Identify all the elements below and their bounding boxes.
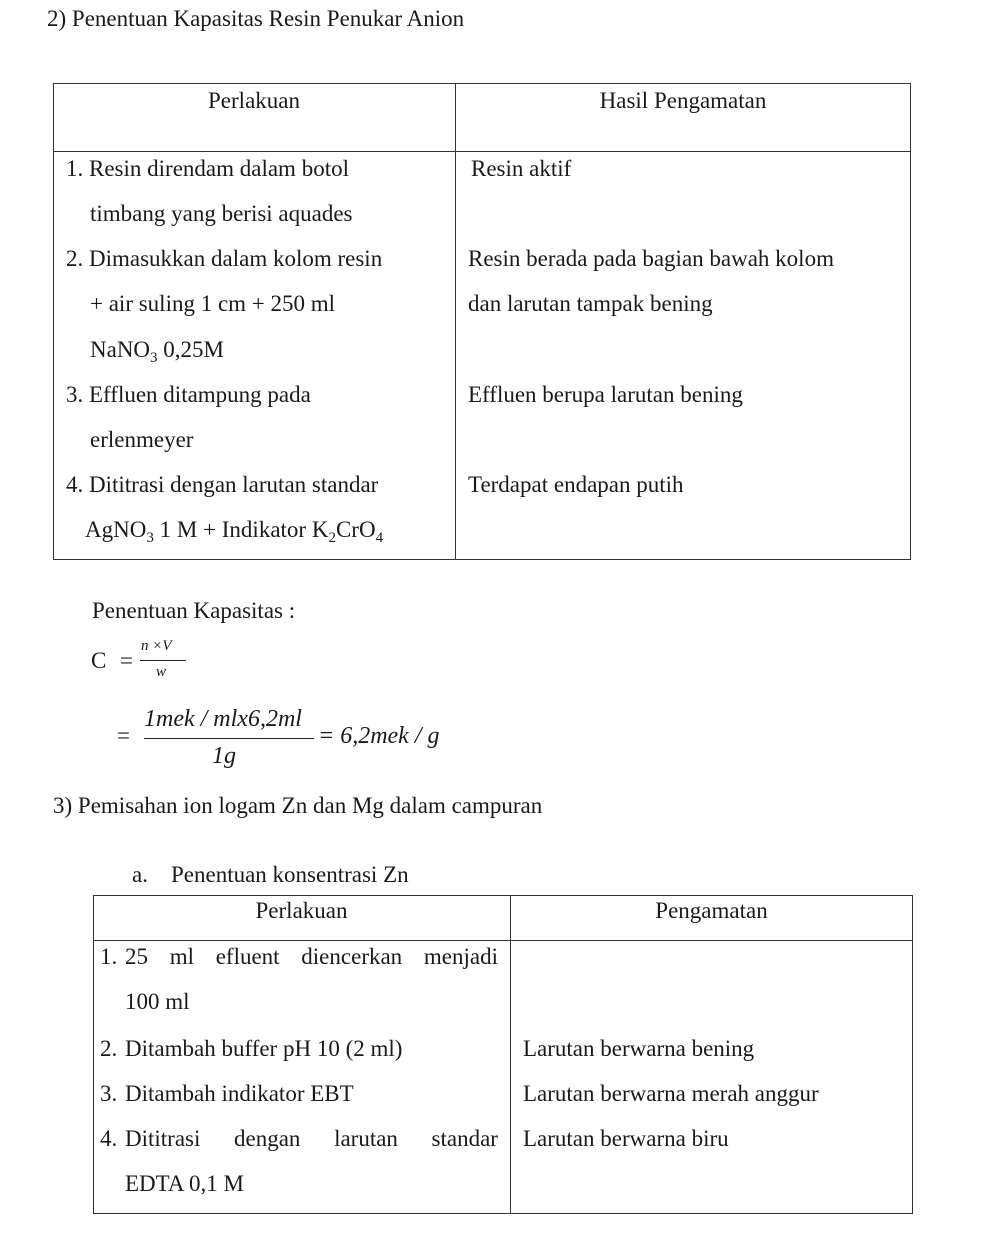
calc-fraction-bar: [144, 738, 314, 739]
table1-row3-perlakuan-line2: erlenmeyer: [90, 427, 194, 452]
table1-row2-perlakuan-line1: 2. Dimasukkan dalam kolom resin: [66, 246, 383, 271]
table1-row4-perlakuan-line1: 4. Dititrasi dengan larutan standar: [66, 472, 379, 497]
table2-row4-pengamatan: Larutan berwarna biru: [523, 1126, 729, 1151]
table2-row3-num: 3.: [100, 1081, 118, 1106]
capacity-label: Penentuan Kapasitas :: [92, 598, 296, 623]
table2-row2-pengamatan: Larutan berwarna bening: [523, 1036, 755, 1061]
table1-row3-hasil: Effluen berupa larutan bening: [468, 382, 743, 407]
table2-row4-num: 4.: [100, 1126, 118, 1151]
table1-row1-perlakuan-line2: timbang yang berisi aquades: [90, 201, 353, 226]
table1-header-hasil: Hasil Pengamatan: [599, 88, 767, 113]
subsection-a-title: Penentuan konsentrasi Zn: [171, 862, 409, 887]
table1-row1-perlakuan-line1: 1. Resin direndam dalam botol: [66, 156, 349, 181]
formula-fraction-bar: [140, 660, 186, 661]
section-2-title: 2) Penentuan Kapasitas Resin Penukar Anion: [47, 6, 465, 31]
table2-row2-perlakuan: Ditambah buffer pH 10 (2 ml): [125, 1036, 403, 1061]
table2-row1-perlakuan-line2: 100 ml: [125, 989, 190, 1014]
table1-row3-perlakuan-line1: 3. Effluen ditampung pada: [66, 382, 311, 407]
table2-row3-perlakuan: Ditambah indikator EBT: [125, 1081, 354, 1106]
calc-equals: =: [117, 723, 130, 748]
table1-row2-hasil-line2: dan larutan tampak bening: [468, 291, 713, 316]
table2-header-divider: [93, 940, 913, 941]
calc-result: = 6,2mek / g: [318, 723, 440, 749]
formula-numerator: n ×V: [141, 638, 172, 654]
table1-column-divider: [455, 83, 456, 560]
table1-header-divider: [53, 151, 911, 152]
table1-row1-hasil: Resin aktif: [471, 156, 572, 181]
table1-row4-hasil: Terdapat endapan putih: [468, 472, 684, 497]
table2-column-divider: [510, 895, 511, 1214]
table2-row1-num: 1.: [100, 944, 118, 969]
subsection-a-label: a.: [132, 862, 148, 887]
section-3-title: 3) Pemisahan ion logam Zn dan Mg dalam campuran: [53, 793, 543, 818]
table1-row2-perlakuan-line2: + air suling 1 cm + 250 ml: [90, 291, 336, 316]
table1-row2-perlakuan-line3: NaNO$_3$ 0,25M: [90, 337, 224, 366]
table2-row4-perlakuan-line1: Dititrasi dengan larutan standar: [125, 1126, 498, 1151]
table2-header-pengamatan: Pengamatan: [655, 898, 768, 923]
formula-equals-1: =: [120, 648, 133, 673]
table2-header-perlakuan: Perlakuan: [255, 898, 348, 923]
table1-row2-hasil-line1: Resin berada pada bagian bawah kolom: [468, 246, 834, 271]
table1-header-perlakuan: Perlakuan: [208, 88, 300, 113]
calc-denominator: 1g: [212, 743, 236, 769]
table2-row1-perlakuan-line1: 25 ml efluent diencerkan menjadi: [125, 944, 498, 969]
calc-numerator: 1mek / mlx6,2ml: [144, 706, 302, 732]
table2-row3-pengamatan: Larutan berwarna merah anggur: [523, 1081, 819, 1106]
table1-row4-perlakuan-line2: AgNO$_3$ 1 M + Indikator $K_2CrO_4$: [85, 517, 384, 546]
table2-row2-num: 2.: [100, 1036, 118, 1061]
formula-denominator: w: [156, 664, 167, 680]
formula-c-symbol: C: [91, 648, 107, 673]
table2-row4-perlakuan-line2: EDTA 0,1 M: [125, 1171, 244, 1196]
